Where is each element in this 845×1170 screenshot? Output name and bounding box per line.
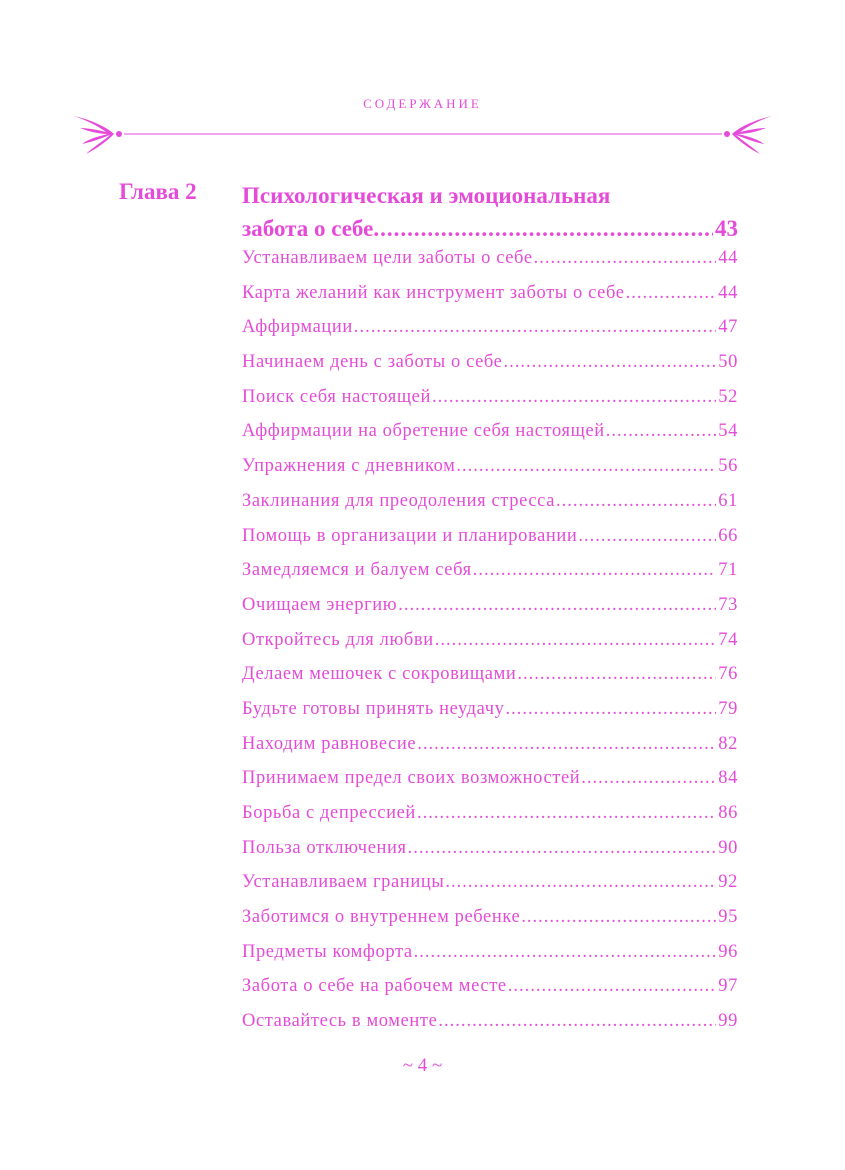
toc-entry-title: Заклинания для преодоления стресса	[242, 490, 556, 511]
toc-entry-title: Аффирмации	[242, 317, 353, 338]
toc-entry-page-number: 74	[718, 629, 738, 650]
chapter-title	[242, 179, 738, 245]
toc-entry[interactable]	[242, 872, 738, 907]
toc-entry-page-number: 66	[718, 525, 738, 546]
chapter-page-number: 43	[715, 216, 738, 241]
toc-entry-title: Устанавливаем цели заботы о себе	[242, 248, 533, 268]
toc-entry[interactable]	[242, 734, 738, 769]
dot-leader	[504, 352, 717, 373]
toc-entry-title: Помощь в организации и планировании	[242, 525, 578, 546]
toc-entry[interactable]	[242, 560, 738, 595]
toc-entry-title: Забота о себе на рабочем месте	[242, 976, 507, 997]
toc-entry-title: Принимаем предел своих возможностей	[242, 768, 581, 789]
toc-entry-title: Откройтесь для любви	[242, 629, 434, 650]
toc-entry-page-number: 73	[718, 594, 738, 615]
toc-entry-title: Замедляемся и балуем себя	[242, 560, 472, 581]
toc-entry-page-number: 61	[718, 490, 738, 511]
toc-entry-page-number: 90	[718, 837, 738, 858]
dot-leader	[435, 630, 717, 651]
toc-entry[interactable]	[242, 317, 738, 352]
toc-entry[interactable]	[242, 491, 738, 526]
toc-entry-page-number: 44	[718, 282, 738, 303]
toc-entry[interactable]	[242, 942, 738, 977]
dot-leader	[354, 317, 716, 338]
dot-leader	[438, 1011, 716, 1032]
toc-entry-page-number: 71	[718, 560, 738, 581]
toc-entry[interactable]	[242, 699, 738, 734]
toc-entry-title: Упражнения с дневником	[242, 456, 456, 477]
toc-entry-page-number: 82	[718, 733, 738, 754]
toc-entry-page-number: 47	[718, 317, 738, 338]
page-number-footer: ~ 4 ~	[402, 1055, 443, 1076]
toc-entry[interactable]	[242, 248, 738, 283]
toc-entry-title: Находим равновесие	[242, 733, 417, 754]
dot-leader	[517, 664, 716, 685]
toc-entry-title: Польза отключения	[242, 837, 407, 858]
toc-entry-page-number: 86	[718, 803, 738, 823]
toc-entry-page-number: 92	[718, 872, 738, 893]
toc-entry[interactable]	[242, 838, 738, 873]
chapter-title-line2: забота о себе	[242, 216, 374, 241]
dot-leader	[473, 560, 717, 581]
dot-leader	[432, 387, 716, 408]
dot-leader	[506, 699, 717, 720]
chapter-title-line2-row	[242, 212, 738, 245]
dot-leader	[445, 872, 716, 893]
dot-leader	[398, 595, 716, 616]
toc-entry-title: Карта желаний как инструмент заботы о себе	[242, 282, 625, 303]
toc-entry-title: Аффирмации на обретение себя настоящей	[242, 421, 605, 442]
toc-entry[interactable]	[242, 456, 738, 491]
toc-entry[interactable]	[242, 630, 738, 665]
dot-leader	[534, 248, 717, 269]
toc-entry[interactable]	[242, 595, 738, 630]
dot-leader	[626, 283, 717, 304]
dot-leader	[556, 491, 716, 512]
toc-entry-title: Очищаем энергию	[242, 594, 398, 615]
toc-entry-page-number: 50	[718, 352, 738, 373]
toc-entry[interactable]	[242, 283, 738, 318]
chapter-label: Глава 2	[119, 179, 197, 204]
dot-leader	[414, 942, 717, 963]
toc-entry-page-number: 99	[718, 1011, 738, 1032]
toc-entry[interactable]	[242, 664, 738, 699]
toc-entry-page-number: 79	[718, 698, 738, 719]
toc-entry-page-number: 54	[718, 421, 738, 442]
dot-leader	[417, 734, 716, 755]
toc-list	[242, 248, 738, 1046]
toc-entry-title: Заботимся о внутреннем ребенке	[242, 907, 521, 928]
toc-entry[interactable]	[242, 907, 738, 942]
dot-leader	[417, 803, 716, 824]
toc-entry[interactable]	[242, 976, 738, 1011]
chapter-title-line1: Психологическая и эмоциональная	[242, 183, 611, 208]
toc-entry-title: Поиск себя настоящей	[242, 386, 431, 407]
toc-entry-page-number: 52	[718, 386, 738, 407]
dot-leader	[373, 212, 713, 245]
dot-leader	[521, 907, 716, 928]
fleur-divider-icon	[72, 112, 774, 156]
page-header-title: СОДЕРЖАНИЕ	[363, 96, 482, 111]
toc-entry-title: Оставайтесь в моменте	[242, 1011, 438, 1032]
toc-entry-page-number: 56	[718, 456, 738, 477]
dot-leader	[456, 456, 716, 477]
toc-entry-title: Начинаем день с заботы о себе	[242, 352, 503, 373]
dot-leader	[508, 976, 717, 997]
toc-entry[interactable]	[242, 526, 738, 561]
toc-entry-page-number: 97	[718, 976, 738, 997]
toc-entry-title: Будьте готовы принять неудачу	[242, 698, 505, 719]
dot-leader	[578, 526, 716, 547]
toc-entry-page-number: 76	[718, 664, 738, 685]
toc-entry-page-number: 96	[718, 941, 738, 962]
toc-entry[interactable]	[242, 352, 738, 387]
toc-entry-title: Устанавливаем границы	[242, 872, 445, 893]
toc-entry[interactable]	[242, 768, 738, 803]
dot-leader	[606, 421, 717, 442]
toc-entry-page-number: 84	[718, 768, 738, 789]
toc-entry-title: Борьба с депрессией	[242, 803, 416, 823]
toc-entry[interactable]	[242, 387, 738, 422]
toc-entry[interactable]	[242, 803, 738, 838]
toc-entry-page-number: 44	[718, 248, 738, 268]
toc-entry-page-number: 95	[718, 907, 738, 928]
toc-entry[interactable]	[242, 421, 738, 456]
toc-entry[interactable]	[242, 1011, 738, 1046]
toc-entry-title: Делаем мешочек с сокровищами	[242, 664, 517, 685]
dot-leader	[581, 768, 716, 789]
toc-entry-title: Предметы комфорта	[242, 941, 413, 962]
dot-leader	[408, 838, 717, 859]
